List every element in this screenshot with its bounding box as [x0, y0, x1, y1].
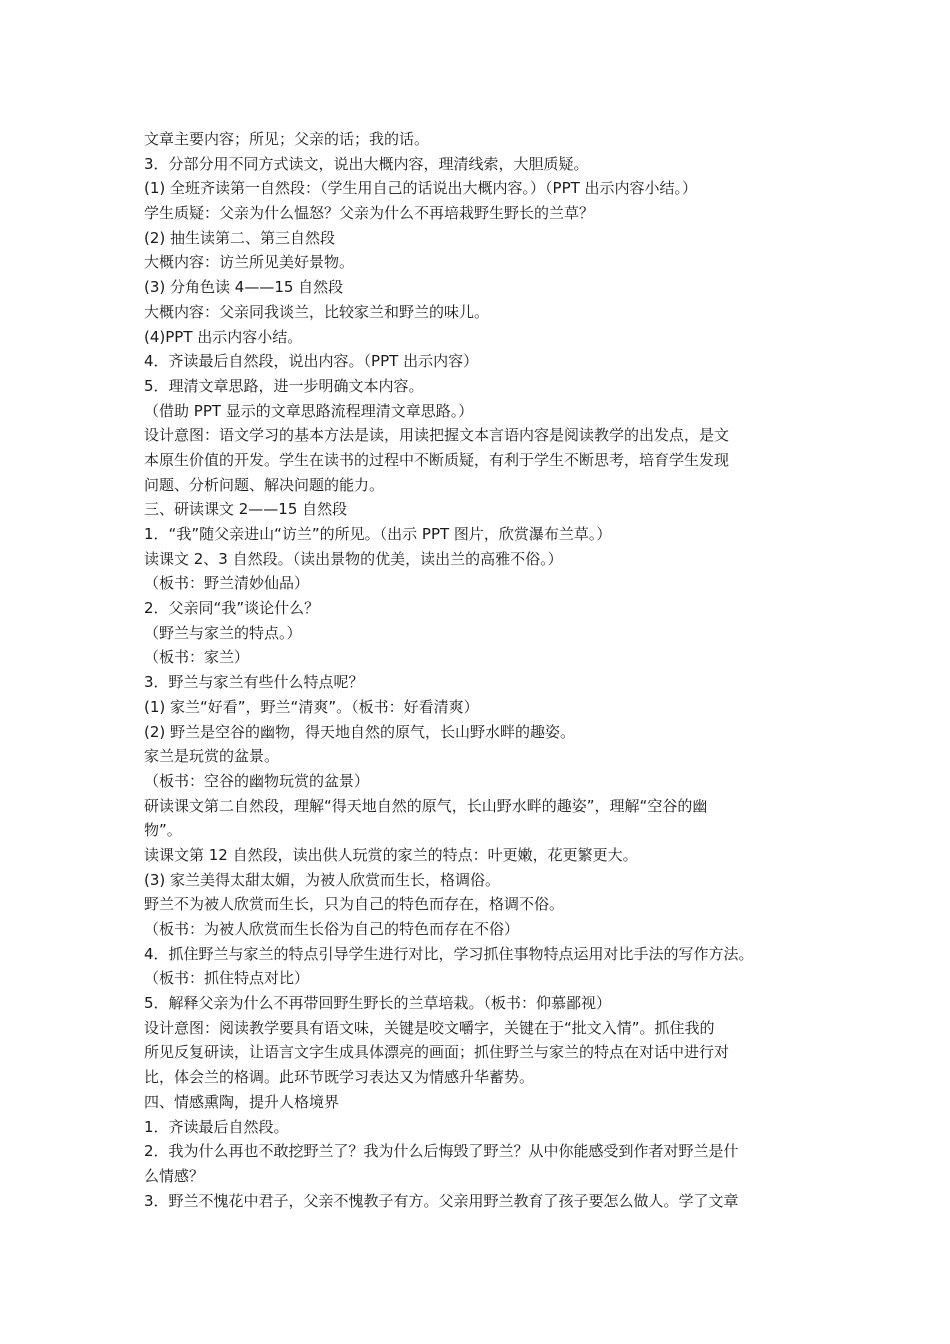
- text-line: 读课文第 12 自然段，读出供人玩赏的家兰的特点：叶更嫩，花更繁更大。: [144, 845, 638, 864]
- text-line: 文章主要内容；所见；父亲的话；我的话。: [144, 130, 430, 148]
- text-line: 所见反复研读，让语言文字生成具体漂亮的画面；抓住野兰与家兰的特点在对话中进行对: [144, 1043, 730, 1062]
- text-line: （借助 PPT 显示的文章思路流程理清文章思路。）: [144, 401, 474, 420]
- text-line: 2．父亲同“我”谈论什么？: [144, 599, 320, 618]
- text-line: 学生质疑：父亲为什么愠怒？父亲为什么不再培栽野生野长的兰草？: [144, 204, 595, 223]
- text-line: (4)PPT 出示内容小结。: [144, 327, 303, 346]
- text-line: 设计意图：阅读教学要具有语文味，关键是咬文嚼字，关键在于“批文入情”。抓住我的: [144, 1018, 715, 1037]
- text-line: (3) 家兰美得太甜太媚，为被人欣赏而生长，格调俗。: [144, 870, 501, 889]
- text-line: (3) 分角色读 4——15 自然段: [144, 278, 344, 297]
- section-heading: 三、研读课文 2——15 自然段: [144, 500, 348, 519]
- text-line: 野兰不为被人欣赏而生长，只为自己的特色而存在，格调不俗。: [144, 895, 565, 914]
- text-line: （板书：抓住特点对比）: [144, 969, 310, 988]
- text-line: 家兰是玩赏的盆景。: [144, 747, 280, 766]
- text-line: 比，体会兰的格调。此环节既学习表达又为情感升华蓄势。: [144, 1068, 535, 1087]
- text-line: 2．我为什么再也不敢挖野兰了？我为什么后悔毁了野兰？从中你能感受到作者对野兰是什: [144, 1142, 739, 1161]
- text-line: （板书：家兰）: [144, 648, 250, 667]
- text-line: 大概内容：访兰所见美好景物。: [144, 253, 355, 272]
- text-line: 4．齐读最后自然段，说出内容。（PPT 出示内容）: [144, 352, 479, 371]
- document-body: [144, 127, 824, 1213]
- text-line: （板书：空谷的幽物玩赏的盆景）: [144, 771, 370, 790]
- text-line: （野兰与家兰的特点。）: [144, 623, 302, 642]
- text-line: 设计意图：语文学习的基本方法是读，用读把握文本言语内容是阅读教学的出发点，是文: [144, 426, 730, 445]
- text-line: 3．分部分用不同方式读文，说出大概内容，理清线索，大胆质疑。: [144, 154, 589, 173]
- text-line: (1) 家兰“好看”，野兰“清爽”。（板书：好看清爽）: [144, 697, 479, 716]
- text-line: (1) 全班齐读第一自然段：（学生用自己的话说出大概内容。）（PPT 出示内容小结。）: [144, 179, 698, 198]
- text-line: 么情感？: [144, 1166, 205, 1185]
- text-line: 4．抓住野兰与家兰的特点引导学生进行对比，学习抓住事物特点运用对比手法的写作方法。: [144, 944, 754, 963]
- text-line: 3．野兰不愧花中君子，父亲不愧教子有方。父亲用野兰教育了孩子要怎么做人。学了文章: [144, 1191, 739, 1210]
- text-line: 1．齐读最后自然段。: [144, 1117, 289, 1136]
- text-line: 问题、分析问题、解决问题的能力。: [144, 475, 385, 494]
- text-line: (2) 野兰是空谷的幽物，得天地自然的原气，长山野水畔的趣姿。: [144, 722, 576, 741]
- text-line: 1．“我”随父亲进山“访兰”的所见。（出示 PPT 图片，欣赏瀑布兰草。）: [144, 525, 612, 543]
- text-line: 读课文 2、3 自然段。（读出景物的优美，读出兰的高雅不俗。）: [144, 549, 563, 568]
- text-line: 5．解释父亲为什么不再带回野生野长的兰草培栽。（板书：仰慕鄙视）: [144, 994, 612, 1013]
- text-line: 5．理清文章思路，进一步明确文本内容。: [144, 376, 424, 395]
- text-line: 研读课文第二自然段，理解“得天地自然的原气，长山野水畔的趣姿”，理解“空谷的幽: [144, 796, 708, 815]
- text-line: 大概内容：父亲同我谈兰，比较家兰和野兰的味儿。: [144, 302, 490, 321]
- text-line: 物”。: [144, 821, 182, 840]
- section-heading: 四、情感熏陶，提升人格境界: [144, 1092, 340, 1111]
- text-line: （板书：野兰清妙仙品）: [144, 574, 310, 593]
- text-line: (2) 抽生读第二、第三自然段: [144, 228, 336, 247]
- text-line: （板书：为被人欣赏而生长俗为自己的特色而存在不俗）: [144, 920, 520, 938]
- text-line: 本原生价值的开发。学生在读书的过程中不断质疑，有利于学生不断思考，培育学生发现: [144, 450, 730, 469]
- text-line: 3．野兰与家兰有些什么特点呢？: [144, 673, 364, 692]
